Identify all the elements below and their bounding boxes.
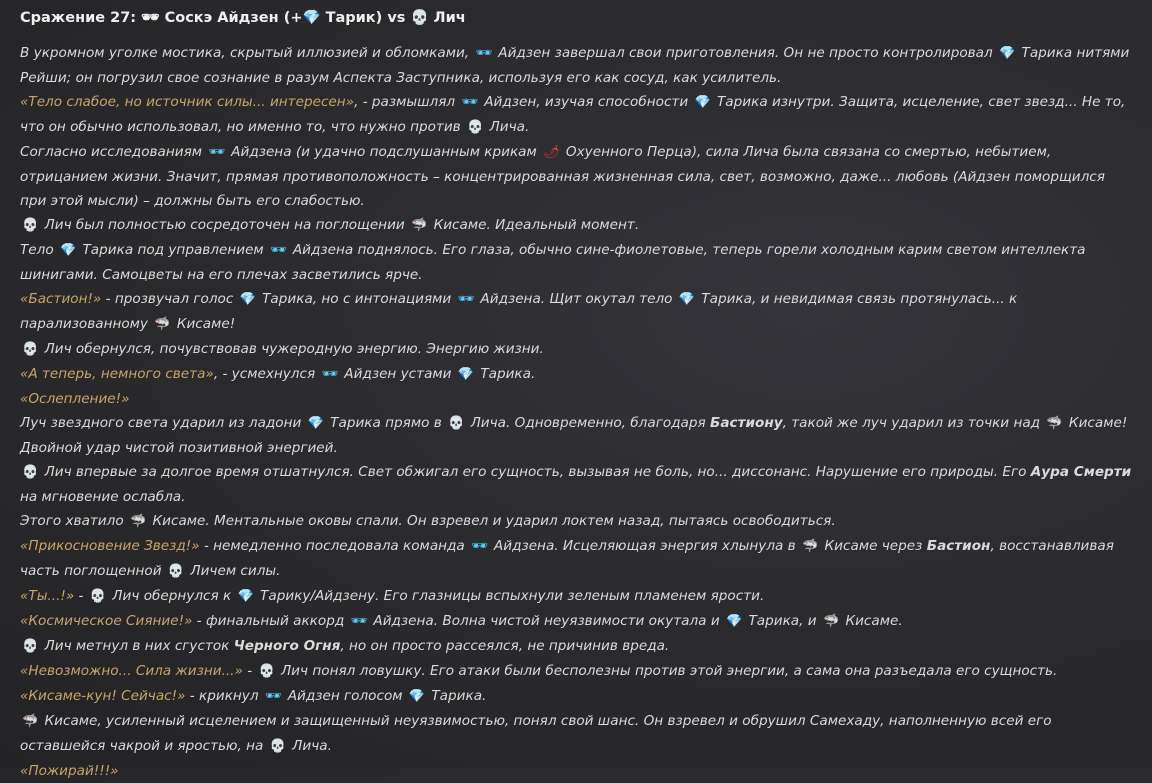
narration-text: Тело bbox=[20, 242, 58, 258]
story-body bbox=[20, 41, 1132, 783]
sunglasses-icon: 🕶 bbox=[208, 145, 225, 160]
narration-text: - финальный аккорд bbox=[192, 613, 349, 629]
story-paragraph bbox=[20, 213, 1132, 238]
narration-text: на мгновение ослабла. bbox=[20, 489, 186, 505]
narration-text: , восстанавливая часть поглощенной bbox=[20, 538, 1114, 579]
gem-icon: 💎 bbox=[725, 614, 743, 629]
skull-icon: 💀 bbox=[467, 120, 484, 135]
story-paragraph bbox=[20, 238, 1132, 287]
narration-text: Личем силы. bbox=[186, 563, 281, 579]
quote-text: «Космическое Сияние!» bbox=[20, 613, 193, 629]
narration-text: Лича. bbox=[485, 119, 530, 135]
story-paragraph bbox=[20, 759, 1132, 783]
narration-text: Луч звездного света ударил из ладони bbox=[20, 415, 306, 431]
skull-icon: 💀 bbox=[167, 564, 185, 579]
shark-icon: 🦈 bbox=[129, 514, 147, 529]
battle-title: Сражение 27: 🕶 Соскэ Айдзен (+💎 Тарик) vs 💀 Лич bbox=[20, 10, 466, 26]
story-paragraph bbox=[20, 140, 1132, 213]
sunglasses-icon: 🕶 bbox=[350, 614, 368, 629]
quote-text: «Ты...!» bbox=[20, 588, 75, 604]
quote-text: «Пожирай!!!» bbox=[20, 763, 119, 779]
narration-text: Этого хватило bbox=[20, 513, 128, 529]
narration-text: Тарика, и невидимая связь протянулась... к парализованному bbox=[20, 291, 1018, 332]
sunglasses-icon: 🕶 bbox=[321, 367, 338, 382]
story-paragraph bbox=[20, 709, 1132, 759]
narration-text: Охуенного Перца), сила Лича была связана со смертью, небытием, отрицанием жизни. Значит, прямая противоположность – концентрированная жизненная сила, свет, возможно, даже... любовь (Айдзен поморщился при этой мысли) – должны быть его слабостью. bbox=[20, 144, 1105, 209]
narration-text: Айдзен устами bbox=[339, 366, 456, 382]
shark-icon: 🦈 bbox=[22, 714, 39, 729]
narration-text: Согласно исследованиям bbox=[20, 144, 207, 160]
sunglasses-icon: 🕶 bbox=[475, 46, 492, 61]
narration-text: Кисаме. Идеальный момент. bbox=[429, 217, 640, 233]
bold-term: Аура Смерти bbox=[1030, 464, 1132, 480]
story-paragraph bbox=[20, 41, 1132, 90]
skull-icon: 💀 bbox=[89, 589, 106, 604]
narration-text: Лич обернулся, почувствовав чужеродную энергию. Энергию жизни. bbox=[40, 341, 544, 357]
skull-icon: 💀 bbox=[22, 639, 39, 654]
gem-icon: 💎 bbox=[307, 416, 324, 431]
narration-text: Кисаме через bbox=[820, 538, 927, 554]
quote-text: «Кисаме-кун! Сейчас!» bbox=[20, 688, 186, 704]
narration-text: В укромном уголке мостика, скрытый иллюзией и обломками, bbox=[20, 45, 474, 61]
shark-icon: 🦈 bbox=[154, 317, 171, 332]
sunglasses-icon: 🕶 bbox=[270, 243, 287, 258]
narration-text: Айдзена. Исцеляющая энергия хлынула в bbox=[489, 538, 801, 554]
story-paragraph bbox=[20, 534, 1132, 584]
story-paragraph bbox=[20, 387, 1132, 411]
narration-text: - прозвучал голос bbox=[101, 291, 238, 307]
narration-text: Айдзена. Щит окутал тело bbox=[476, 291, 677, 307]
story-paragraph bbox=[20, 362, 1132, 387]
narration-text: , - размышлял bbox=[354, 94, 460, 110]
story-paragraph bbox=[20, 584, 1132, 609]
story-paragraph bbox=[20, 634, 1132, 659]
gem-icon: 💎 bbox=[457, 367, 475, 382]
sunglasses-icon: 🕶 bbox=[457, 292, 475, 307]
narration-text: Тарика изнутри. Защита, исцеление, свет звезд... Не то, что он обычно использовал, но именно то, что нужно против bbox=[20, 94, 1126, 135]
story-paragraph bbox=[20, 684, 1132, 709]
story-paragraph bbox=[20, 90, 1132, 140]
narration-text: Лич был полностью сосредоточен на поглощении bbox=[40, 217, 410, 233]
narration-text: , но он просто рассеялся, не причинив вреда. bbox=[340, 638, 670, 654]
story-paragraph bbox=[20, 287, 1132, 337]
narration-text: Тарику/Айдзену. Его глазницы вспыхнули зеленым пламенем ярости. bbox=[255, 588, 765, 604]
narration-text: Тарика, и bbox=[744, 613, 821, 629]
skull-icon: 💀 bbox=[22, 465, 39, 480]
bold-term: Бастион bbox=[926, 538, 991, 554]
skull-icon: 💀 bbox=[258, 664, 275, 679]
narration-text: Тарика, но с интонациями bbox=[257, 291, 456, 307]
narration-text: Айдзена (и удачно подслушанным крикам bbox=[226, 144, 542, 160]
gem-icon: 💎 bbox=[999, 46, 1016, 61]
bold-term: Бастиону bbox=[710, 415, 783, 431]
narration-text: Лич метнул в них сгусток bbox=[40, 638, 234, 654]
story-paragraph bbox=[20, 337, 1132, 362]
narration-text: Лич впервые за долгое время отшатнулся. Свет обжигал его сущность, вызывая не боль, но... диссонанс. Нарушение его природы. Его bbox=[40, 464, 1031, 480]
gem-icon: 💎 bbox=[694, 95, 711, 110]
skull-icon: 💀 bbox=[269, 739, 286, 754]
shark-icon: 🦈 bbox=[822, 614, 840, 629]
narration-text: Тарика нитями Рейши; он погрузил свое сознание в разум Аспекта Заступника, используя его как сосуд, как усилитель. bbox=[20, 45, 1130, 86]
shark-icon: 🦈 bbox=[1046, 416, 1063, 431]
quote-text: «Ослепление!» bbox=[20, 391, 130, 407]
sunglasses-icon: 🕶 bbox=[264, 689, 282, 704]
narration-text: - крикнул bbox=[185, 688, 263, 704]
story-paragraph bbox=[20, 411, 1132, 460]
quote-text: «Бастион!» bbox=[20, 291, 102, 307]
shark-icon: 🦈 bbox=[411, 218, 428, 233]
skull-icon: 💀 bbox=[22, 342, 39, 357]
narration-text: Лич обернулся к bbox=[107, 588, 236, 604]
skull-icon: 💀 bbox=[448, 416, 465, 431]
gem-icon: 💎 bbox=[60, 243, 77, 258]
narration-text: Лича. bbox=[287, 738, 332, 754]
narration-text: Тарика. bbox=[476, 366, 536, 382]
narration-text: - bbox=[242, 663, 257, 679]
quote-text: «А теперь, немного света» bbox=[20, 366, 214, 382]
narration-text: Айдзен, изучая способности bbox=[479, 94, 693, 110]
narration-text: Айдзена. Волна чистой неуязвимости окутала и bbox=[369, 613, 724, 629]
narration-text: - немедленно последовала команда bbox=[199, 538, 470, 554]
narration-text: Лича. Одновременно, благодаря bbox=[466, 415, 711, 431]
narration-text: Тарика прямо в bbox=[325, 415, 447, 431]
narration-text: Айдзен завершал свои приготовления. Он не просто контролировал bbox=[493, 45, 998, 61]
narration-text: , такой же луч ударил из точки над bbox=[782, 415, 1045, 431]
story-paragraph bbox=[20, 609, 1132, 634]
narration-text: Тарика под управлением bbox=[78, 242, 269, 258]
narration-text: Лич понял ловушку. Его атаки были бесполезны против этой энергии, а сама она разъедала его сущность. bbox=[276, 663, 1058, 679]
narration-text: Кисаме, усиленный исцелением и защищенный неуязвимостью, понял свой шанс. Он взревел и обрушил Самехаду, наполненную всей его оставшейся чакрой и яростью, на bbox=[20, 713, 1052, 754]
narration-text: , - усмехнулся bbox=[213, 366, 320, 382]
story-paragraph bbox=[20, 659, 1132, 684]
quote-text: «Тело слабое, но источник силы... интересен» bbox=[20, 94, 355, 110]
narration-text: - bbox=[74, 588, 88, 604]
narration-text: Кисаме. Ментальные оковы спали. Он взревел и ударил локтем назад, пытаясь освободиться. bbox=[148, 513, 836, 529]
sunglasses-icon: 🕶 bbox=[461, 95, 478, 110]
quote-text: «Прикосновение Звезд!» bbox=[20, 538, 200, 554]
shark-icon: 🦈 bbox=[802, 539, 819, 554]
gem-icon: 💎 bbox=[239, 292, 256, 307]
gem-icon: 💎 bbox=[237, 589, 254, 604]
quote-text: «Невозможно... Сила жизни...» bbox=[20, 663, 243, 679]
narration-text: Тарика. bbox=[427, 688, 487, 704]
narration-text: Айдзена поднялось. Его глаза, обычно сине-фиолетовые, теперь горели холодным карим светом интеллекта шинигами. Самоцветы на его плечах засветились ярче. bbox=[20, 242, 1086, 283]
story-paragraph bbox=[20, 460, 1132, 509]
sunglasses-icon: 🕶 bbox=[471, 539, 488, 554]
story-paragraph bbox=[20, 509, 1132, 534]
narration-text: Кисаме! Двойной удар чистой позитивной энергией. bbox=[20, 415, 1128, 456]
skull-icon: 💀 bbox=[22, 218, 39, 233]
pepper-icon: 🌶 bbox=[543, 145, 560, 160]
gem-icon: 💎 bbox=[678, 292, 695, 307]
narration-text: Кисаме. bbox=[841, 613, 903, 629]
bold-term: Черного Огня bbox=[233, 638, 341, 654]
gem-icon: 💎 bbox=[408, 689, 426, 704]
narration-text: Айдзен голосом bbox=[283, 688, 407, 704]
narration-text: Кисаме! bbox=[172, 316, 236, 332]
